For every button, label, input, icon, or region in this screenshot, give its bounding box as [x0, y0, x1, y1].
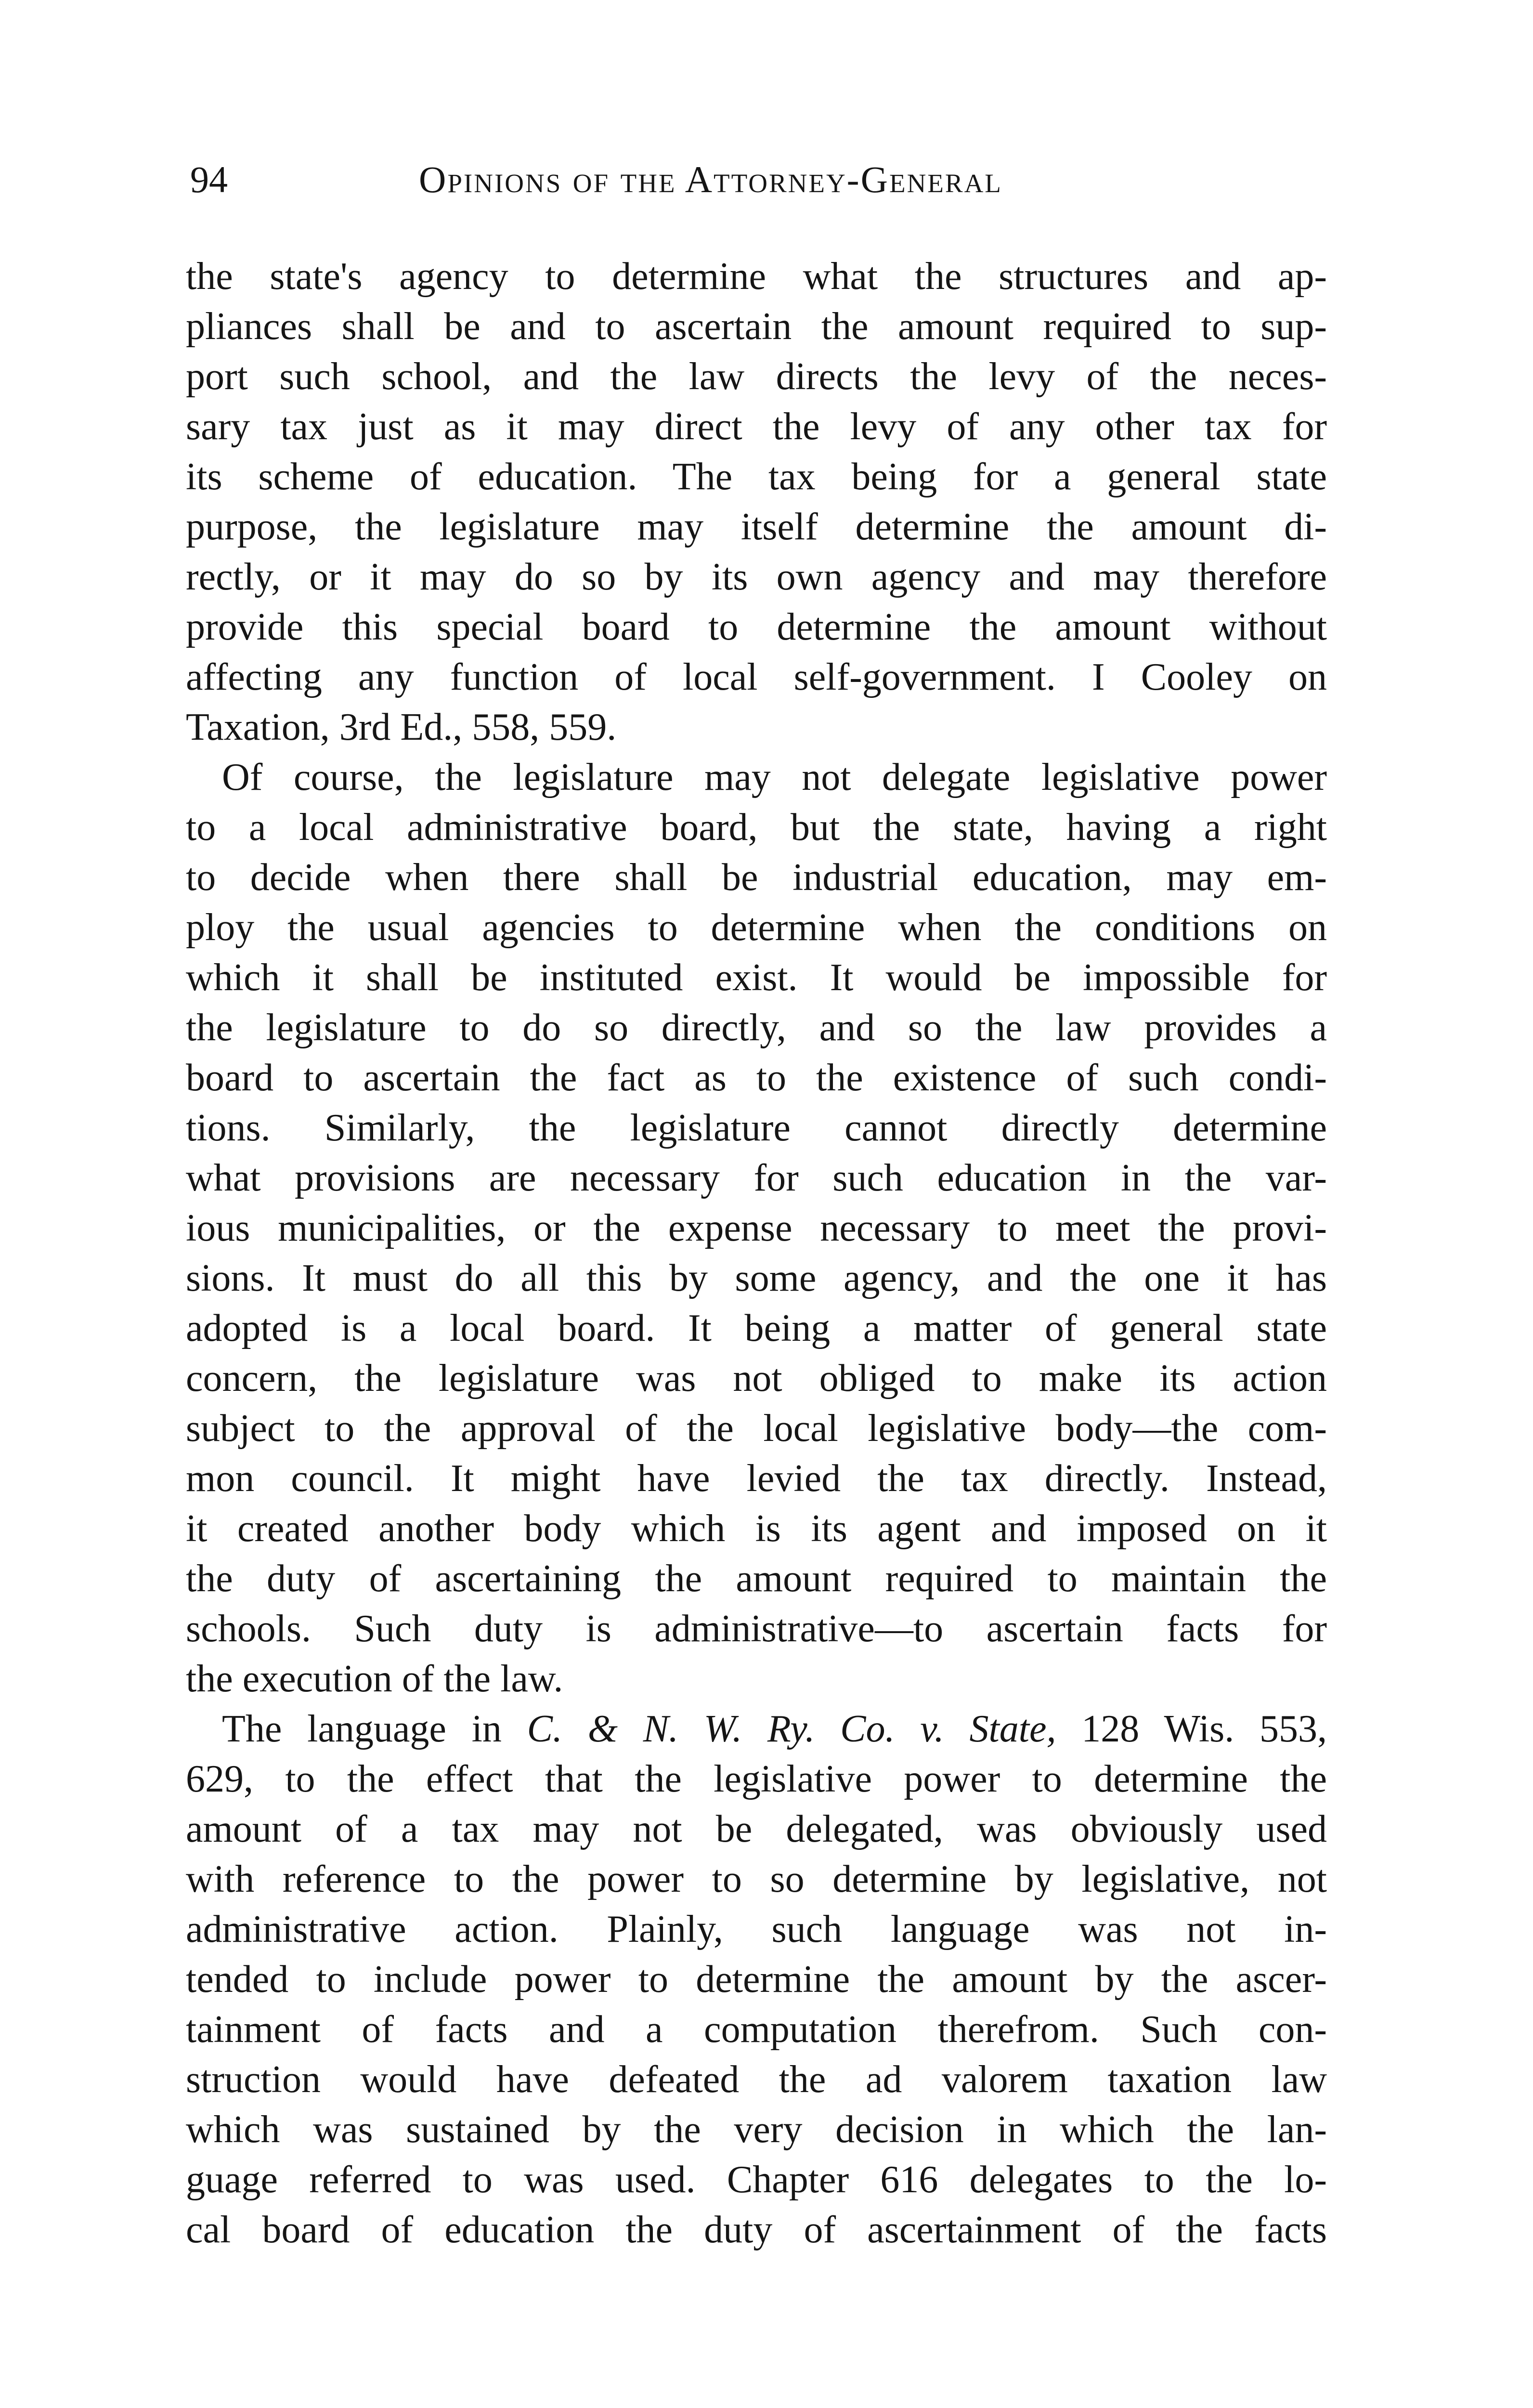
text-line: to decide when there shall be industrial education, may em-	[186, 856, 1327, 899]
text-line: port such school, and the law directs the levy of the neces-	[186, 355, 1327, 398]
text-line: guage referred to was used. Chapter 616 delegates to the lo-	[186, 2159, 1327, 2201]
text-line: the legislature to do so directly, and so the law provides a	[186, 1007, 1327, 1049]
text-line: sions. It must do all this by some agency, and the one it has	[186, 1257, 1327, 1299]
text-line: ious municipalities, or the expense necessary to meet the provi-	[186, 1207, 1327, 1249]
text-line: adopted is a local board. It being a matter of general state	[186, 1307, 1327, 1349]
case-citation: C. & N. W. Ry. Co. v. State,	[527, 1708, 1056, 1750]
text-line: the execution of the law.	[186, 1658, 563, 1700]
running-head: Opinions of the Attorney-General	[419, 158, 1002, 200]
page-number: 94	[190, 158, 228, 200]
text-line: which it shall be instituted exist. It would be impossible for	[186, 956, 1327, 999]
text-line: what provisions are necessary for such education in the var-	[186, 1157, 1327, 1199]
text-line: cal board of education the duty of ascertainment of the facts	[186, 2209, 1327, 2251]
text-line: the state's agency to determine what the structures and ap-	[186, 255, 1327, 298]
text-line: sary tax just as it may direct the levy of any other tax for	[186, 406, 1327, 448]
text-line: 629, to the effect that the legislative power to determine the	[186, 1758, 1327, 1800]
paragraph	[186, 752, 1327, 1704]
text-line: tended to include power to determine the amount by the ascer-	[186, 1958, 1327, 2001]
text-line: administrative action. Plainly, such language was not in-	[186, 1908, 1327, 1950]
text-line: struction would have defeated the ad valorem taxation law	[186, 2058, 1327, 2101]
paragraph	[186, 251, 1327, 752]
text-segment: The language in	[222, 1708, 527, 1750]
text-line: which was sustained by the very decision in which the lan-	[186, 2108, 1327, 2151]
text-line	[186, 1704, 1327, 1754]
page-header	[190, 153, 1317, 206]
text-line: subject to the approval of the local legislative body—the com-	[186, 1407, 1327, 1450]
text-line: with reference to the power to so determine by legislative, not	[186, 1858, 1327, 1900]
text-line: its scheme of education. The tax being for a general state	[186, 456, 1327, 498]
text-line: the duty of ascertaining the amount required to maintain the	[186, 1557, 1327, 1600]
text-line: to a local administrative board, but the state, having a right	[186, 806, 1327, 849]
text-line: tions. Similarly, the legislature cannot directly determine	[186, 1107, 1327, 1149]
body-text	[186, 251, 1327, 2255]
text-line: Of course, the legislature may not delegate legislative power	[222, 756, 1327, 798]
text-line: schools. Such duty is administrative—to ascertain facts for	[186, 1608, 1327, 1650]
text-segment: 128 Wis. 553,	[1056, 1708, 1327, 1750]
text-line: affecting any function of local self-government. I Cooley on	[186, 656, 1327, 698]
text-line: amount of a tax may not be delegated, was obviously used	[186, 1808, 1327, 1850]
paragraph	[186, 1704, 1327, 2255]
text-line: concern, the legislature was not obliged to make its action	[186, 1357, 1327, 1400]
text-line: purpose, the legislature may itself determine the amount di-	[186, 506, 1327, 548]
text-line: pliances shall be and to ascertain the amount required to sup-	[186, 305, 1327, 348]
text-line: board to ascertain the fact as to the existence of such condi-	[186, 1057, 1327, 1099]
text-line: provide this special board to determine the amount without	[186, 606, 1327, 648]
text-line: it created another body which is its agent and imposed on it	[186, 1507, 1327, 1550]
text-line: mon council. It might have levied the tax directly. Instead,	[186, 1457, 1327, 1500]
text-line: rectly, or it may do so by its own agency and may therefore	[186, 556, 1327, 598]
text-line: Taxation, 3rd Ed., 558, 559.	[186, 706, 617, 748]
text-line: tainment of facts and a computation therefrom. Such con-	[186, 2008, 1327, 2051]
text-line: ploy the usual agencies to determine when the conditions on	[186, 906, 1327, 949]
